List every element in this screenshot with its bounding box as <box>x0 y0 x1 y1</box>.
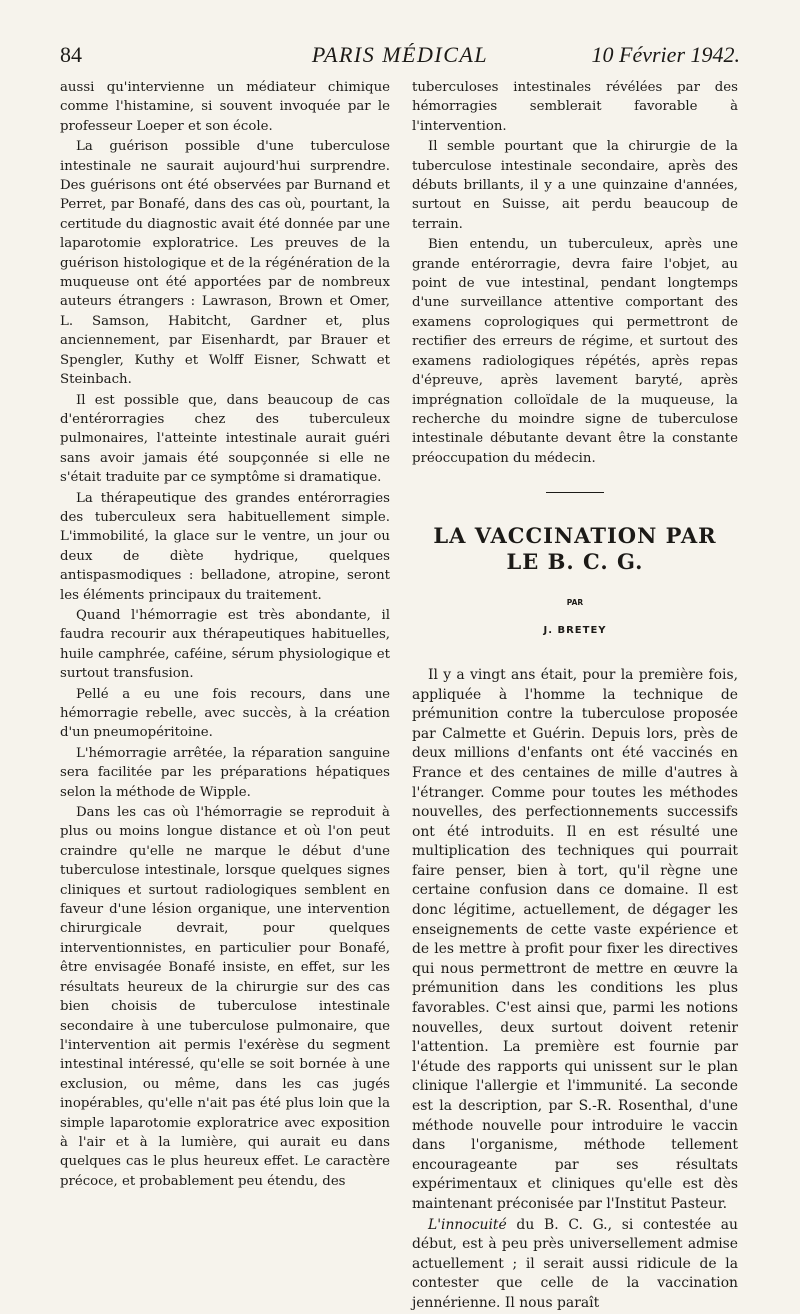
paragraph: L'hémorragie arrêtée, la réparation sanguine sera facilitée par les préparations hépatiques selon la méthode de Wipple. <box>60 745 390 800</box>
paragraph: Pellé a eu une fois recours, dans une hémorragie rebelle, avec succès, à la création d'un pneumopéritoine. <box>60 686 390 741</box>
paragraph: Il est possible que, dans beaucoup de cas d'entérorragies chez des tuberculeux pulmonaires, l'atteinte intestinale aurait guéri sans avoir jamais été soupçonnée si elle ne s'était traduite par ce symptôme si dramatique. <box>60 392 390 486</box>
running-header <box>60 40 740 76</box>
paragraph: La guérison possible d'une tuberculose intestinale ne saurait aujourd'hui surprendre. Des guérisons ont été observées par Burnand et Perret, par Bonafé, dans des cas où, pourtant, la certitude du diagnostic avait été donnée par une laparotomie exploratrice. Les preuves de la guérison histologique et de la régénération de la muqueuse ont été apportées par de nombreux auteurs étrangers : Lawrason, Brown et Omer, L. Samson, Habitcht, Gardner et, plus anciennement, par Eisenhardt, par Brauer et Spengler, Kuthy et Wolff Eisner, Schwatt et Steinbach. <box>60 139 390 388</box>
paragraph: Dans les cas où l'hémorragie se reproduit à plus ou moins longue distance et où l'on peut craindre qu'elle ne marque le début d'une tuberculose intestinale, lorsque quelques signes cliniques et surtout radiologiques semblent en faveur d'une lésion organique, une intervention chirurgicale devrait, pour quelques interventionnistes, en particulier pour Bonafé, être envisagée Bonafé insiste, en effet, sur les résultats heureux de la chirurgie sur des cas bien choisis de tuberculose intestinale secondaire à une tuberculose pulmonaire, que l'intervention ait permis l'exérèse du segment intestinal intéressé, qu'elle se soit bornée à une exclusion, ou même, dans les cas jugés inopérables, qu'elle n'ait pas été plus loin que la simple laparotomie exploratrice avec exposition à l'air et à la lumière, qui aurait eu dans quelques cas le plus heureux effet. Le caractère précoce, et probablement peu étendu, des <box>60 805 390 1189</box>
article-title-line-2: LE B. C. G. <box>506 549 644 575</box>
article-body <box>412 666 738 1314</box>
paragraph: Quand l'hémorragie est très abondante, il faudra recourir aux thérapeutiques habituelles, huile camphrée, caféine, sérum physiologique et surtout transfusion. <box>60 607 390 682</box>
article-title-line-1: LA VACCINATION PAR <box>433 523 717 549</box>
emphasis: L'innocuité <box>428 1216 507 1233</box>
paragraph: Il y a vingt ans était, pour la première fois, appliquée à l'homme la technique de prémunition contre la tuberculose proposée par Calmette et Guérin. Depuis lors, près de deux millions d'enfants ont été vaccinés en France et des centaines de mille d'autres à l'étranger. Comme pour toutes les méthodes nouvelles, des perfectionnements successifs ont été introduits. Il en est résulté une multiplication des techniques qui pourrait faire penser, bien à tort, qu'il règne une certaine confusion dans ce domaine. Il est donc légitime, actuellement, de dégager les enseignements de cette vaste expérience et de les mettre à profit pour fixer les directives qui nous permettront de mettre en œuvre la prémunition dans les conditions les plus favorables. C'est ainsi que, parmi les notions nouvelles, deux surtout doivent retenir l'attention. La première est fournie par l'étude des rapports qui unissent sur le plan clinique l'allergie et l'immunité. La seconde est la description, par S.-R. Rosenthal, d'une méthode nouvelle pour introduire le vaccin dans l'organisme, méthode tellement encourageante par ses résultats expérimentaux et cliniques qu'elle est dès maintenant préconisée par l'Institut Pasteur. <box>412 666 738 1212</box>
author-name: J. BRETEY <box>543 624 607 636</box>
paragraph: tuberculoses intestinales révélées par des hémorragies semblerait favorable à l'intervention. <box>412 80 738 134</box>
page-number: 84 <box>60 42 82 67</box>
article-title <box>412 523 738 575</box>
paragraph: Il semble pourtant que la chirurgie de la tuberculose intestinale secondaire, après des débuts brillants, il y a une quinzaine d'années, surtout en Suisse, ait perdu beaucoup de terrain. <box>412 139 738 232</box>
paragraph: La thérapeutique des grandes entérorragies des tuberculeux sera habituellement simple. L'immobilité, la glace sur le ventre, un jour ou deux de diète hydrique, quelques antispasmodiques : belladone, atropine, seront les éléments principaux du traitement. <box>60 490 390 603</box>
paragraph <box>412 1216 738 1314</box>
issue-date: 10 Février 1942. <box>591 42 740 67</box>
journal-title: PARIS MÉDICAL <box>311 42 489 67</box>
paragraph: Bien entendu, un tuberculeux, après une grande entérorragie, devra faire l'objet, au point de vue intestinal, pendant longtemps d'une surveillance attentive comportant des examens coprologiques qui permettront de rectifier des erreurs de régime, et surtout des examens radiologiques répétés, après repas d'épreuve, après lavement baryté, après imprégnation colloïdale de la muqueuse, la recherche du moindre signe de tuberculose intestinale débutante devant être la constante préoccupation du médecin. <box>412 237 738 466</box>
byline-prefix: PAR <box>566 598 584 608</box>
left-column <box>60 78 390 1191</box>
paragraph-text: du B. C. G., si contestée au début, est à peu près universellement admise actuellement ; il serait aussi ridicule de la contester que celle de la vaccination jennérienne. Il nous paraît <box>412 1216 738 1311</box>
right-column <box>412 78 738 1314</box>
section-divider <box>546 492 604 493</box>
paragraph: aussi qu'intervienne un médiateur chimique comme l'histamine, si souvent invoquée par le professeur Loeper et son école. <box>60 80 390 134</box>
